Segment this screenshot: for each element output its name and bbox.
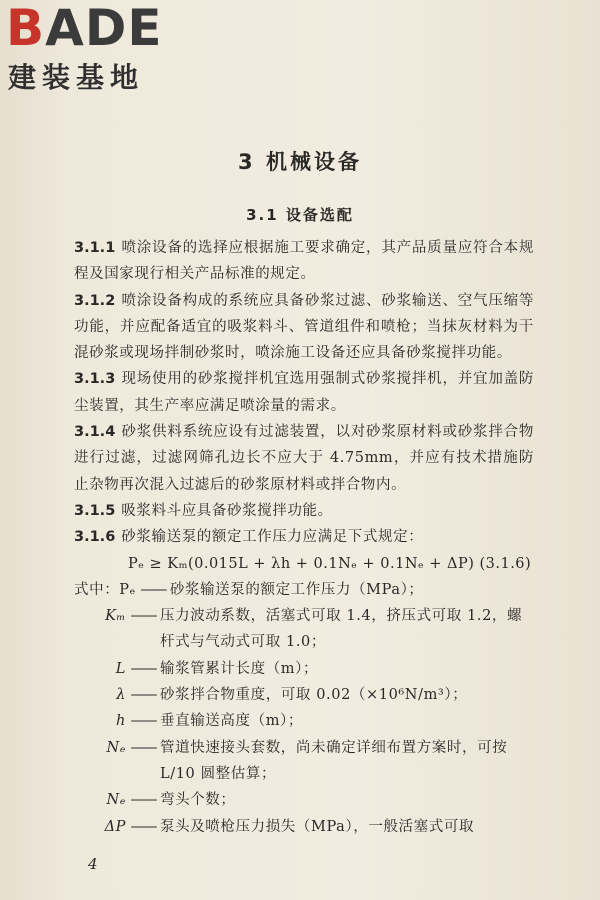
clause-number: 3.1.6 xyxy=(74,529,116,546)
definition-row xyxy=(74,682,534,708)
definition-symbol: Nₑ xyxy=(106,739,126,756)
definition-symbol: Kₘ xyxy=(105,608,126,625)
clause-text: 砂浆供料系统应设有过滤装置，以对砂浆原材料或砂浆拌合物进行过滤，过滤网筛孔边长不应大于 4.75mm，并应有技术措施防止杂物再次混入过滤后的砂浆原材料或拌合物内。 xyxy=(74,424,534,493)
document-body xyxy=(74,235,534,840)
clause-3-1-6 xyxy=(74,524,534,550)
definition-row xyxy=(74,735,534,788)
clause-number: 3.1.1 xyxy=(74,240,116,256)
definition-text: 管道快速接头套数，尚未确定详细布置方案时，可按 L/10 圆整估算； xyxy=(160,739,508,782)
definition-symbol: h xyxy=(116,713,126,730)
definition-dash: —— xyxy=(130,818,156,835)
definition-text: 砂浆拌合物重度，可取 0.02（×10⁶N/m³）； xyxy=(160,687,468,704)
clause-text: 砂浆输送泵的额定工作压力应满足下式规定： xyxy=(121,529,424,546)
definition-row xyxy=(74,787,534,813)
clause-3-1-3 xyxy=(74,366,534,419)
clause-3-1-2 xyxy=(74,288,534,367)
definition-symbol: L xyxy=(115,660,126,677)
definition-text: 泵头及喷枪压力损失（MPa），一般活塞式可取 xyxy=(160,818,475,835)
brand-logo xyxy=(4,2,179,97)
definition-symbol: Nₑ xyxy=(106,792,126,809)
formula-3-1-6: Pₑ ≥ Kₘ(0.015L + λh + 0.1Nₑ + 0.1Nₑ + ΔP) (3.1.6) xyxy=(128,555,532,572)
definition-dash: —— xyxy=(130,792,156,809)
logo-accent-letter: B xyxy=(6,0,46,57)
definition-text: 垂直输送高度（m）； xyxy=(160,713,303,730)
section-title: 3.1 设备选配 xyxy=(246,206,354,224)
clause-number: 3.1.5 xyxy=(74,502,116,519)
definition-row xyxy=(74,603,534,656)
definition-symbol: λ xyxy=(116,687,126,704)
clause-text: 喷涂设备的选择应根据施工要求确定，其产品质量应符合本规程及国家现行相关产品标准的规定。 xyxy=(74,240,534,283)
definition-symbol: ΔP xyxy=(104,818,126,835)
definition-dash: —— xyxy=(130,608,156,625)
definition-dash: —— xyxy=(130,739,156,756)
definition-text: 压力波动系数，活塞式可取 1.4，挤压式可取 1.2，螺杆式与气动式可取 1.0； xyxy=(160,608,523,651)
definition-row xyxy=(74,708,534,734)
clause-3-1-1 xyxy=(74,235,534,288)
chapter-title: 3 机械设备 xyxy=(238,150,362,174)
definition-row xyxy=(74,577,534,603)
logo-word-rest: ADE xyxy=(45,0,163,57)
definition-text: 弯头个数； xyxy=(160,792,236,809)
clause-number: 3.1.3 xyxy=(74,371,116,388)
clause-text: 现场使用的砂浆搅拌机宜选用强制式砂浆搅拌机，并宜加盖防尘装置，其生产率应满足喷涂量的需求。 xyxy=(74,371,534,414)
definition-symbol: 式中：Pₑ xyxy=(74,581,136,598)
clause-number: 3.1.2 xyxy=(74,292,116,309)
definition-row xyxy=(74,814,534,840)
definition-text: 输浆管累计长度（m）； xyxy=(160,660,319,677)
clause-text: 喷涂设备构成的系统应具备砂浆过滤、砂浆输送、空气压缩等功能，并应配备适宜的吸浆料斗、管道组件和喷枪；当抹灰材料为干混砂浆或现场拌制砂浆时，喷涂施工设备还应具备砂浆搅拌功能。 xyxy=(74,292,534,362)
clause-3-1-4 xyxy=(74,419,534,498)
definition-dash: —— xyxy=(140,581,166,598)
logo-subtitle: 建装基地 xyxy=(8,61,145,94)
logo-wordmark xyxy=(6,0,163,57)
definition-dash: —— xyxy=(130,687,156,704)
definition-dash: —— xyxy=(130,713,156,730)
definition-dash: —— xyxy=(130,660,156,677)
clause-3-1-5 xyxy=(74,498,534,524)
definition-text: 砂浆输送泵的额定工作压力（MPa）； xyxy=(169,581,424,598)
clause-number: 3.1.4 xyxy=(74,424,116,441)
page-number: 4 xyxy=(88,855,98,873)
definition-row xyxy=(74,656,534,682)
clause-text: 吸浆料斗应具备砂浆搅拌功能。 xyxy=(121,502,333,519)
